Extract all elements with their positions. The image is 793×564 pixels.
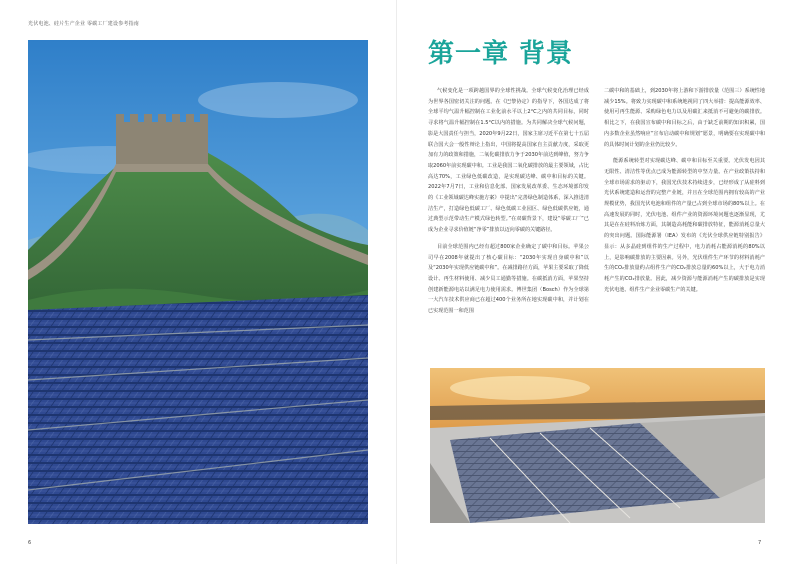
page-number-left: 6 xyxy=(28,540,32,546)
body-paragraph: 二碳中和的基础上，到2030年将上游和下游排放量（范围三）系统性地减少15%。将致力实现碳中和系统地视同了四大举措：提高能源效率、使用可再生能源、采购绿色电力以及用碳汇来抵消不可避免的碳排放。相比之下，在我国宣布碳中和目标之后，由于缺乏前期的知识积累，国内多数企业虽然响应“宣布启动碳中和规划”愿景，明确要在实现碳中和的具体时间计划的企业仍比较少。 xyxy=(604,88,765,148)
body-paragraph: 气候变化是一项跨越国界的全球性挑战。全球气候变化治理已经成为世界各国密切关注的问题。在《巴黎协定》的指导下，各国达成了将全球平均气温升幅控制在工业化前水平以上2°C之内的共同目标，同时寻求将气温升幅控制在1.5°C以内的措施。为共同解决全球气候问题，影是大国责任与担当，2020年9月22日，国家主席习近平在第七十五届联合国大会一般性辩论上指出，中国将提高国家自主贡献力度，采取更加有力的政策和措施，二氧化碳排放力争于2030年前达到峰值，努力争取2060年前实现碳中和。工业是我国二氧化碳排放的最主要领域，占比高达70%，工业绿色低碳改造，是实现碳达峰、碳中和目标的关键。2022年7月7日，工业和信息化部、国家发展改革委、生态环境部印发的《工业领域碳达峰实施方案》中提出“完善绿色制造体系，深入推进清洁生产，打造绿色低碳工厂、绿色低碳工业园区、绿色低碳供应链，通过典型示范带动生产模式绿色转型。”在双碳背景下，建设“零碳工厂”已成为企业寻求价值链“净零”排放以迈向零碳的关键路径。 xyxy=(428,88,589,234)
right-page xyxy=(397,0,793,564)
hero-solar-farm-image xyxy=(28,40,368,524)
page-number-right: 7 xyxy=(758,540,762,546)
solar-farm-illustration xyxy=(28,40,368,524)
body-column-1 xyxy=(428,86,589,323)
body-paragraph: 能源系统转型对实现碳达峰、碳中和目标至关重要。光伏发电因其无限性、清洁性等优点已成为能源转型的中坚力量。在产业政策扶持和全球市场需求的驱动下，我国光伏技术持续进步，已经形成了从硅料到光伏系统建造和运营的完整产业链，并且在全球范围内拥有较高的产业规模优势，我国光伏电池和组件的产量已占到全球市场的80%以上。在高速发展的同时，光伏电池、组件产业的资源环境问题也逐渐显现，尤其是在在硅料冶炼方面，其制造高耗能和碳排放特征，能源消耗总量大的突出问题。国际能源署（IEA）发布的《光伏全球供应链特别报告》显示：从多晶硅到组件的生产过程中，电力消耗占能源消耗的80%以上，是影响碳排放的主要因素。另外，光伏组件生产环节的材料消耗产生的CO₂排放量约占组件生产的CO₂排放总量的60%以上，大于电力消耗产生的CO₂排放量。因此，减少资源与能源消耗产生的碳排放是实现光伏电池、组件生产企业零碳生产的关键。 xyxy=(604,158,765,293)
chapter-title: 第一章 背景 xyxy=(428,39,574,69)
body-column-2 xyxy=(604,86,765,301)
factory-rooftop-illustration xyxy=(430,368,765,523)
running-header: 光伏电池、硅片生产企业 零碳工厂建设参考指南 xyxy=(28,21,139,27)
body-paragraph: 目前全球范围内已经有超过800家企业确定了碳中和目标。苹果公司早在2008年就提出了核心碳目标：“2030年实现自身碳中和”以及“2030年实现供应链碳中和”。在减排路径方面，苹果主要采取了降低设计、再生材料使用、减少员工通勤等措施。在碳抵消方面，苹果坚持创建新能源电站以满足电力使用需求。博世集团（Bosch）作为全球第一大汽车技术供应商已在超过400个业务所在地实现碳中和，并计划在已实现范围一和范围 xyxy=(428,243,589,315)
left-page xyxy=(0,0,396,564)
factory-rooftop-image xyxy=(430,368,765,523)
